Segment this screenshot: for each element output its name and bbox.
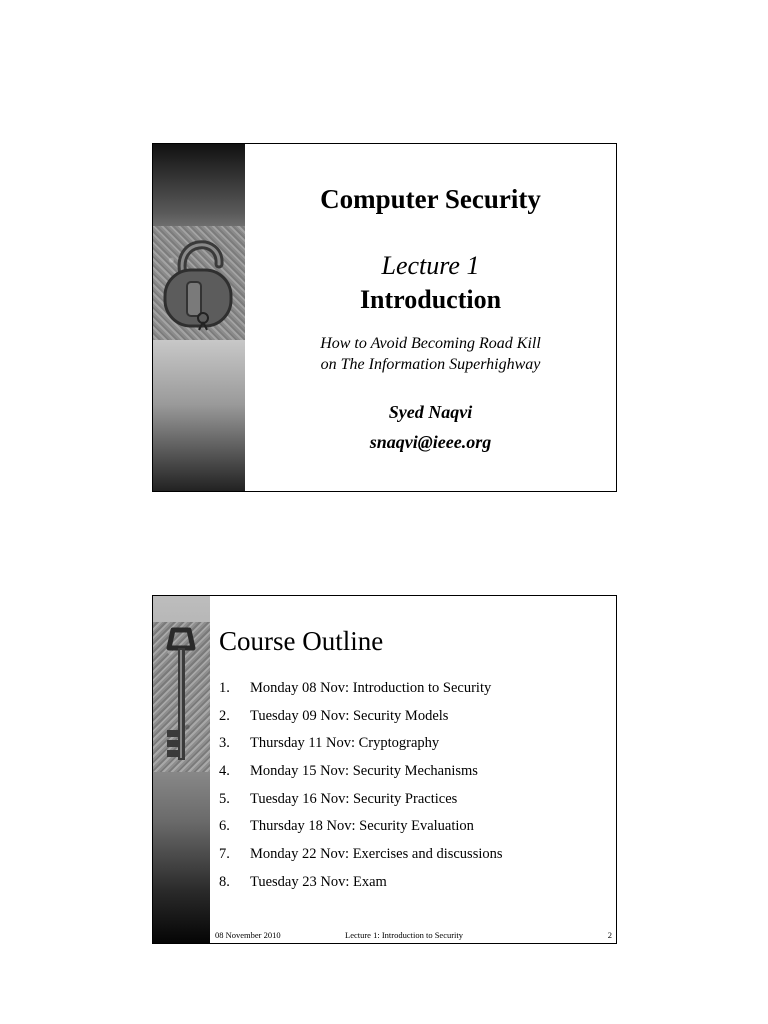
list-item bbox=[219, 680, 503, 708]
course-outline-list bbox=[219, 680, 503, 902]
list-item-text: Tuesday 09 Nov: Security Models bbox=[250, 707, 449, 724]
list-item bbox=[219, 874, 503, 902]
author-email: snaqvi@ieee.org bbox=[369, 432, 492, 452]
list-item bbox=[219, 735, 503, 763]
slide-2-title: Course Outline bbox=[219, 626, 384, 656]
slide-1 bbox=[152, 143, 617, 492]
list-item-text: Monday 22 Nov: Exercises and discussions bbox=[250, 846, 503, 863]
list-item-text: Tuesday 23 Nov: Exam bbox=[250, 873, 387, 890]
author-name: Syed Naqvi bbox=[388, 402, 473, 422]
list-item bbox=[219, 846, 503, 874]
list-item-number: 4. bbox=[219, 763, 230, 780]
list-item bbox=[219, 708, 503, 736]
list-item-number: 5. bbox=[219, 790, 230, 807]
list-item-number: 3. bbox=[219, 735, 230, 752]
lecture-number: Lecture 1 bbox=[381, 251, 480, 280]
list-item bbox=[219, 818, 503, 846]
subtitle-line-1: How to Avoid Becoming Road Kill bbox=[320, 335, 541, 352]
list-item-text: Monday 08 Nov: Introduction to Security bbox=[250, 680, 492, 696]
list-item-text: Tuesday 16 Nov: Security Practices bbox=[250, 790, 458, 807]
key-image bbox=[153, 622, 210, 772]
list-item-number: 2. bbox=[219, 707, 230, 724]
list-item-number: 6. bbox=[219, 818, 230, 835]
slide-1-title: Computer Security bbox=[320, 184, 541, 214]
subtitle-line-2: on The Information Superhighway bbox=[320, 356, 541, 373]
list-item-number: 7. bbox=[219, 846, 230, 863]
list-item-text: Thursday 18 Nov: Security Evaluation bbox=[250, 818, 474, 835]
footer-title: Lecture 1: Introduction to Security bbox=[345, 930, 464, 940]
page-number: 2 bbox=[607, 930, 612, 940]
lecture-topic: Introduction bbox=[359, 285, 502, 314]
list-item bbox=[219, 763, 503, 791]
list-item bbox=[219, 791, 503, 819]
padlock-image bbox=[153, 226, 245, 340]
list-item-number: 1. bbox=[219, 680, 230, 696]
list-item-text: Monday 15 Nov: Security Mechanisms bbox=[250, 763, 478, 780]
list-item-text: Thursday 11 Nov: Cryptography bbox=[250, 735, 440, 752]
slide-2 bbox=[152, 595, 617, 944]
list-item-number: 8. bbox=[219, 873, 230, 890]
footer-date: 08 November 2010 bbox=[215, 930, 281, 940]
